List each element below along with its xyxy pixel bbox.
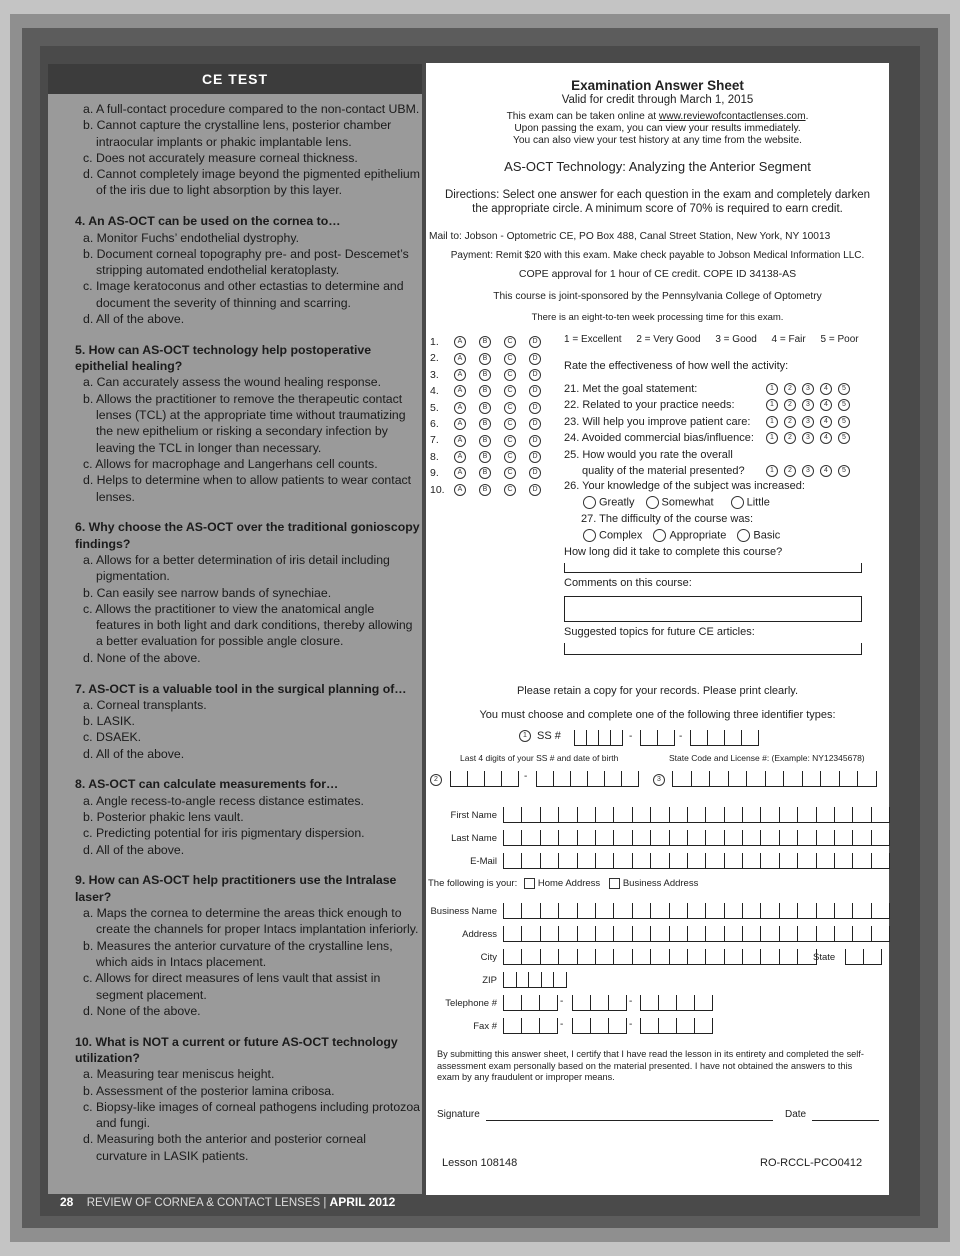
rating-bubble-4[interactable]: 4: [820, 432, 832, 444]
rating-row: [564, 414, 846, 430]
question-text: 8. AS-OCT can calculate measurements for…: [75, 777, 339, 792]
dash: -: [679, 731, 683, 742]
rating-bubble-4[interactable]: 4: [820, 383, 832, 395]
rating-rows: [564, 381, 846, 479]
address-field[interactable]: [503, 926, 890, 942]
website-link[interactable]: www.reviewofcontactlenses.com: [658, 111, 806, 122]
option: c. Predicting potential for iris pigmentary dispersion.: [83, 826, 365, 841]
payment: Payment: Remit $20 with this exam. Make check payable to Jobson Medical Information LLC.: [450, 250, 865, 261]
answer-bubble-a[interactable]: A: [454, 418, 466, 430]
option: d. Helps to determine when to allow patients to wear contact lenses.: [83, 473, 412, 504]
option: a. A full-contact procedure compared to the non-contact UBM.: [83, 102, 420, 116]
option: d. All of the above.: [83, 746, 185, 761]
answer-bubble-b[interactable]: B: [479, 336, 491, 348]
answer-number: 5.: [430, 401, 439, 414]
answer-bubble-c[interactable]: C: [504, 435, 516, 447]
answer-bubble-a[interactable]: A: [454, 467, 466, 479]
rating-row: [564, 397, 846, 413]
answer-bubble-b[interactable]: B: [479, 418, 491, 430]
online-text: This exam can be taken online at: [506, 111, 659, 122]
dash: -: [560, 1019, 564, 1030]
rating-bubble-3[interactable]: 3: [802, 399, 814, 411]
issue-date: APRIL 2012: [329, 1195, 396, 1209]
email-field[interactable]: [503, 853, 890, 869]
option: a. Angle recess-to-angle recess distance estimates.: [83, 793, 364, 808]
answer-row: [430, 400, 554, 416]
online-period: .: [805, 111, 809, 122]
scale-4: 4 = Fair: [771, 334, 806, 345]
following-label: The following is your:: [428, 878, 518, 890]
rating-bubbles: [766, 381, 856, 397]
answer-bubble-b[interactable]: B: [479, 353, 491, 365]
answer-bubble-c[interactable]: C: [504, 369, 516, 381]
first-name-field[interactable]: [503, 807, 890, 823]
how-long-label: How long did it take to complete this course?: [564, 546, 783, 558]
option: d. Measuring both the anterior and posterior corneal curvature in LASIK patients.: [83, 1132, 366, 1163]
id2-radio[interactable]: 2: [430, 774, 442, 786]
ce-test-header: CE TEST: [48, 64, 422, 94]
rating-row: [564, 447, 754, 463]
signature-label: Signature: [437, 1109, 480, 1120]
option: d. All of the above.: [83, 842, 185, 857]
rating-bubble-3[interactable]: 3: [802, 465, 814, 477]
telephone-area[interactable]: [503, 995, 558, 1011]
option: c. Allows for macrophage and Langerhans cell counts.: [83, 456, 378, 471]
answer-bubble-d[interactable]: D: [529, 435, 541, 447]
answer-bubble-c[interactable]: C: [504, 484, 516, 496]
dash: -: [629, 731, 633, 742]
rating-bubble-4[interactable]: 4: [820, 465, 832, 477]
dash: -: [560, 996, 564, 1007]
rating-bubbles: [766, 397, 856, 413]
answer-bubble-d[interactable]: D: [529, 451, 541, 463]
ss-part-3[interactable]: [690, 730, 759, 746]
answer-sheet: [426, 63, 889, 1195]
rating-bubble-4[interactable]: 4: [820, 416, 832, 428]
rating-bubble-1[interactable]: 1: [766, 399, 778, 411]
option: b. Can easily see narrow bands of synechiae.: [83, 585, 332, 600]
q26-option: Greatly: [599, 496, 635, 509]
rating-scale: [564, 334, 859, 345]
answer-bubble-b[interactable]: B: [479, 435, 491, 447]
certification: By submitting this answer sheet, I certify that I have read the lesson in its entirety and completed the self-assessment exam personally based on the material presented. I have not obtained the answers to this exam by any fraudulent or improper means.: [437, 1049, 864, 1082]
home-address-checkbox[interactable]: [524, 878, 535, 889]
dash: -: [524, 771, 528, 782]
ss-part-1[interactable]: [574, 730, 623, 746]
fax-line[interactable]: [640, 1018, 713, 1034]
q27-option: Basic: [753, 529, 781, 542]
page-number: 28: [60, 1195, 74, 1209]
intro-options: [75, 101, 420, 199]
answer-number: 3.: [430, 368, 439, 381]
business-name-label: Business Name: [430, 906, 497, 917]
rating-bubble-2[interactable]: 2: [784, 399, 796, 411]
online-line-2: Upon passing the exam, you can view your results immediately.: [514, 123, 801, 134]
id2-label: [430, 774, 448, 786]
question-7: [75, 681, 420, 762]
rate-title: Rate the effectiveness of how well the activity:: [564, 360, 789, 372]
address-type: [428, 878, 698, 889]
business-address-label: Business Address: [622, 878, 699, 890]
answer-bubbles-grid: [430, 334, 554, 498]
rating-bubbles: [766, 414, 856, 430]
answer-bubble-d[interactable]: D: [529, 336, 541, 348]
rating-bubbles: [766, 463, 856, 479]
scale-1: 1 = Excellent: [564, 334, 622, 345]
id1-label: [519, 730, 561, 742]
fax-prefix[interactable]: [572, 1018, 627, 1034]
option: a. Allows for a better determination of iris detail including pigmentation.: [83, 552, 390, 584]
ss-label: SS #: [537, 730, 561, 742]
answer-bubble-b[interactable]: B: [479, 451, 491, 463]
rating-label: 22. Related to your practice needs:: [564, 399, 735, 412]
option: b. Measures the anterior curvature of the crystalline lens, which aids in Intacs placement.: [83, 938, 393, 969]
answer-bubble-a[interactable]: A: [454, 484, 466, 496]
answer-bubble-c[interactable]: C: [504, 385, 516, 397]
comments-field[interactable]: [564, 596, 862, 622]
answer-bubble-d[interactable]: D: [529, 402, 541, 414]
answer-bubble-c[interactable]: C: [504, 336, 516, 348]
rating-bubble-3[interactable]: 3: [802, 432, 814, 444]
footer-separator: |: [320, 1197, 330, 1209]
telephone-line[interactable]: [640, 995, 713, 1011]
answer-bubble-d[interactable]: D: [529, 418, 541, 430]
option: d. None of the above.: [83, 650, 201, 665]
answer-bubble-b[interactable]: B: [479, 369, 491, 381]
telephone-label: Telephone #: [445, 998, 497, 1009]
answer-bubble-c[interactable]: C: [504, 418, 516, 430]
id3-radio[interactable]: 3: [653, 774, 665, 786]
home-address-label: Home Address: [537, 878, 601, 890]
fax-area[interactable]: [503, 1018, 558, 1034]
answer-bubble-b[interactable]: B: [479, 385, 491, 397]
business-name-field[interactable]: [503, 903, 890, 919]
option: b. Cannot capture the crystalline lens, posterior chamber intraocular implants or phakic implantable lens.: [83, 118, 392, 149]
option: b. Posterior phakic lens vault.: [83, 810, 244, 825]
question-8: [75, 776, 420, 857]
answer-bubble-d[interactable]: D: [529, 484, 541, 496]
radio-complex[interactable]: [583, 529, 596, 542]
question-9: [75, 872, 420, 1019]
question-text: 10. What is NOT a current or future AS-OCT technology utilization?: [75, 1034, 398, 1065]
answer-number: 4.: [430, 385, 439, 398]
scale-3: 3 = Good: [715, 334, 757, 345]
page-footer: [60, 1195, 395, 1209]
answer-number: 6.: [430, 418, 439, 431]
rating-bubble-1[interactable]: 1: [766, 465, 778, 477]
state-license[interactable]: [672, 771, 877, 787]
answer-bubble-c[interactable]: C: [504, 451, 516, 463]
date-line[interactable]: [812, 1120, 879, 1121]
answer-bubble-b[interactable]: B: [479, 402, 491, 414]
answer-bubble-a[interactable]: A: [454, 353, 466, 365]
online-line-1: [426, 111, 889, 122]
q26-option: Little: [746, 496, 770, 509]
answer-bubble-d[interactable]: D: [529, 353, 541, 365]
directions-line-2: the appropriate circle. A minimum score of 70% is required to earn credit.: [472, 203, 843, 215]
answer-row: [430, 482, 554, 498]
option: a. Maps the cornea to determine the areas thick enough to create the channels for proper Intacs implantation inferiorly.: [83, 906, 419, 937]
rating-label: 24. Avoided commercial bias/influence:: [564, 432, 754, 445]
rating-bubble-5[interactable]: 5: [838, 383, 850, 395]
question-text: 4. An AS-OCT can be used on the cornea to…: [75, 214, 341, 229]
answer-bubble-a[interactable]: A: [454, 336, 466, 348]
option: c. DSAEK.: [83, 730, 142, 745]
answer-bubble-a[interactable]: A: [454, 385, 466, 397]
email-label: E-Mail: [470, 856, 497, 867]
rating-bubble-4[interactable]: 4: [820, 399, 832, 411]
answer-bubble-a[interactable]: A: [454, 402, 466, 414]
q27-option: Complex: [599, 529, 643, 542]
how-long-field[interactable]: [564, 563, 862, 573]
answer-bubble-d[interactable]: D: [529, 467, 541, 479]
question-text: 5. How can AS-OCT technology help postoperative epithelial healing?: [75, 342, 372, 374]
q27-options: [583, 529, 780, 542]
answer-row: [430, 350, 554, 366]
radio-basic[interactable]: [737, 529, 750, 542]
radio-appropriate[interactable]: [653, 529, 666, 542]
comments-label: Comments on this course:: [564, 577, 692, 589]
last-name-label: Last Name: [451, 833, 497, 844]
question-text: 6. Why choose the AS-OCT over the traditional gonioscopy findings?: [75, 520, 420, 551]
option: a. Corneal transplants.: [83, 697, 207, 712]
sheet-title: Examination Answer Sheet: [571, 78, 744, 93]
option: b. Assessment of the posterior lamina cribosa.: [83, 1083, 335, 1098]
city-field[interactable]: [503, 949, 817, 965]
q27-label: 27. The difficulty of the course was:: [581, 513, 754, 525]
rating-bubble-5[interactable]: 5: [838, 399, 850, 411]
rating-row: [564, 430, 846, 446]
option: c. Allows the practitioner to view the anatomical angle features in both light and dark conditions, thereby allowing a better evaluation for possible angle closure.: [83, 601, 413, 649]
date-of-birth[interactable]: [536, 771, 639, 787]
question-text: 7. AS-OCT is a valuable tool in the surgical planning of…: [75, 681, 407, 696]
address-label: Address: [462, 929, 497, 940]
option: a. Can accurately assess the wound healing response.: [83, 375, 382, 390]
id2-hint: Last 4 digits of your SS # and date of birth: [460, 753, 619, 763]
choose-identifier: You must choose and complete one of the following three identifier types:: [479, 709, 836, 721]
option: d. Cannot completely image beyond the pigmented epithelium of the iris due to light absorption by this layer.: [83, 167, 421, 198]
rating-bubble-3[interactable]: 3: [802, 383, 814, 395]
question-text: 9. How can AS-OCT help practitioners use the Intralase laser?: [75, 873, 397, 904]
signature-line[interactable]: [486, 1120, 773, 1121]
course-title: AS-OCT Technology: Analyzing the Anterior Segment: [504, 159, 811, 174]
dash: -: [629, 996, 633, 1007]
answer-number: 1.: [430, 336, 439, 348]
retain-copy: Please retain a copy for your records. Please print clearly.: [516, 685, 799, 697]
rating-bubble-2[interactable]: 2: [784, 416, 796, 428]
rating-row: [564, 463, 846, 479]
valid-through: Valid for credit through March 1, 2015: [561, 94, 754, 106]
scale-5: 5 = Poor: [820, 334, 859, 345]
answer-row: [430, 334, 554, 350]
question-5: [75, 342, 420, 505]
answer-bubble-b[interactable]: B: [479, 484, 491, 496]
ss-last4[interactable]: [450, 771, 519, 787]
rating-bubble-2[interactable]: 2: [784, 383, 796, 395]
question-10: [75, 1034, 420, 1164]
answer-bubble-c[interactable]: C: [504, 353, 516, 365]
answer-number: 2.: [430, 352, 439, 365]
rating-bubble-2[interactable]: 2: [784, 465, 796, 477]
suggested-label: Suggested topics for future CE articles:: [564, 626, 755, 638]
rating-bubble-1[interactable]: 1: [766, 383, 778, 395]
option: b. Allows the practitioner to remove the therapeutic contact lenses (TCL) at the appropriate time without traumatizing the new epithelium or risking a secondary infection by leaving the TCL in longer than necessary.: [83, 391, 406, 455]
answer-number: 9.: [430, 467, 439, 480]
answer-number: 7.: [430, 434, 439, 447]
id1-radio[interactable]: 1: [519, 730, 531, 742]
zip-label: ZIP: [482, 975, 497, 986]
option: c. Does not accurately measure corneal thickness.: [83, 150, 358, 165]
answer-number: 8.: [430, 450, 439, 463]
ss-part-2[interactable]: [640, 730, 675, 746]
radio-little[interactable]: [731, 496, 744, 509]
directions-line-1: Directions: Select one answer for each question in the exam and completely darken: [444, 189, 871, 201]
option: c. Image keratoconus and other ectastias to determine and document the severity of thinning and scarring.: [83, 279, 404, 310]
state-label: State: [813, 952, 836, 963]
answer-bubble-d[interactable]: D: [529, 385, 541, 397]
answer-number: 10.: [430, 483, 445, 496]
option: c. Allows for direct measures of lens vault that assist in segment placement.: [83, 971, 381, 1002]
answer-row: [430, 383, 554, 399]
answer-bubble-a[interactable]: A: [454, 435, 466, 447]
fax-label: Fax #: [473, 1021, 497, 1032]
questions-column: [75, 101, 420, 1164]
rating-bubble-5[interactable]: 5: [838, 465, 850, 477]
scale-2: 2 = Very Good: [636, 334, 701, 345]
radio-greatly[interactable]: [583, 496, 596, 509]
option: b. Document corneal topography pre- and post- Descemet’s stripping automated endothelial keratoplasty.: [83, 246, 409, 278]
id3-hint: State Code and License #: (Example: NY12345678): [669, 753, 865, 763]
lesson-number: Lesson 108148: [442, 1157, 518, 1169]
mail-to: Mail to: Jobson - Optometric CE, PO Box 488, Canal Street Station, New York, NY 10013: [429, 231, 831, 242]
rating-label: 23. Will help you improve patient care:: [564, 415, 751, 428]
q26-options: [583, 496, 770, 509]
rating-bubble-5[interactable]: 5: [838, 432, 850, 444]
rating-label: quality of the material presented?: [582, 464, 745, 477]
dash: -: [629, 1019, 633, 1030]
rating-bubbles: [766, 430, 856, 446]
id3-label: [653, 774, 671, 786]
answer-bubble-d[interactable]: D: [529, 369, 541, 381]
rating-label: 25. How would you rate the overall: [564, 448, 733, 461]
first-name-label: First Name: [450, 810, 497, 821]
question-6: [75, 519, 420, 666]
q26-label: 26. Your knowledge of the subject was increased:: [564, 480, 805, 492]
answer-bubble-b[interactable]: B: [479, 467, 491, 479]
option: a. Monitor Fuchs’ endothelial dystrophy.: [83, 230, 299, 245]
option: d. None of the above.: [83, 1003, 201, 1018]
option: b. LASIK.: [83, 714, 135, 729]
radio-somewhat[interactable]: [646, 496, 659, 509]
online-line-3: You can also view your test history at any time from the website.: [513, 135, 802, 146]
answer-bubble-a[interactable]: A: [454, 451, 466, 463]
date-label: Date: [785, 1109, 807, 1120]
q27-option: Appropriate: [669, 529, 727, 542]
answer-bubble-c[interactable]: C: [504, 402, 516, 414]
option: a. Measuring tear meniscus height.: [83, 1067, 275, 1082]
q26-option: Somewhat: [661, 496, 714, 509]
form-code: RO-RCCL-PCO0412: [760, 1157, 863, 1169]
answer-row: [430, 449, 554, 465]
answer-row: [430, 465, 554, 481]
answer-bubble-c[interactable]: C: [504, 467, 516, 479]
answer-row: [430, 367, 554, 383]
rating-label: 21. Met the goal statement:: [564, 383, 698, 395]
cope-approval: COPE approval for 1 hour of CE credit. COPE ID 34138-AS: [518, 268, 797, 280]
rating-row: [564, 381, 846, 397]
business-address-checkbox[interactable]: [609, 878, 620, 889]
sponsor: This course is joint-sponsored by the Pennsylvania College of Optometry: [493, 291, 822, 302]
rating-bubble-3[interactable]: 3: [802, 416, 814, 428]
rating-bubble-1[interactable]: 1: [766, 432, 778, 444]
rating-bubble-1[interactable]: 1: [766, 416, 778, 428]
city-label: City: [480, 952, 497, 963]
state-field[interactable]: [845, 949, 882, 965]
last-name-field[interactable]: [503, 830, 890, 846]
answer-row: [430, 416, 554, 432]
option: d. All of the above.: [83, 312, 185, 327]
suggested-field[interactable]: [564, 643, 862, 655]
processing-time: There is an eight-to-ten week processing time for this exam.: [531, 312, 784, 323]
option: c. Biopsy-like images of corneal pathogens including protozoa and fungi.: [83, 1099, 420, 1131]
rating-bubble-5[interactable]: 5: [838, 416, 850, 428]
magazine-name: REVIEW OF CORNEA & CONTACT LENSES: [86, 1197, 321, 1209]
answer-row: [430, 432, 554, 448]
answer-bubble-a[interactable]: A: [454, 369, 466, 381]
telephone-prefix[interactable]: [572, 995, 627, 1011]
zip-field[interactable]: [503, 972, 567, 988]
rating-bubble-2[interactable]: 2: [784, 432, 796, 444]
question-4: [75, 213, 420, 327]
